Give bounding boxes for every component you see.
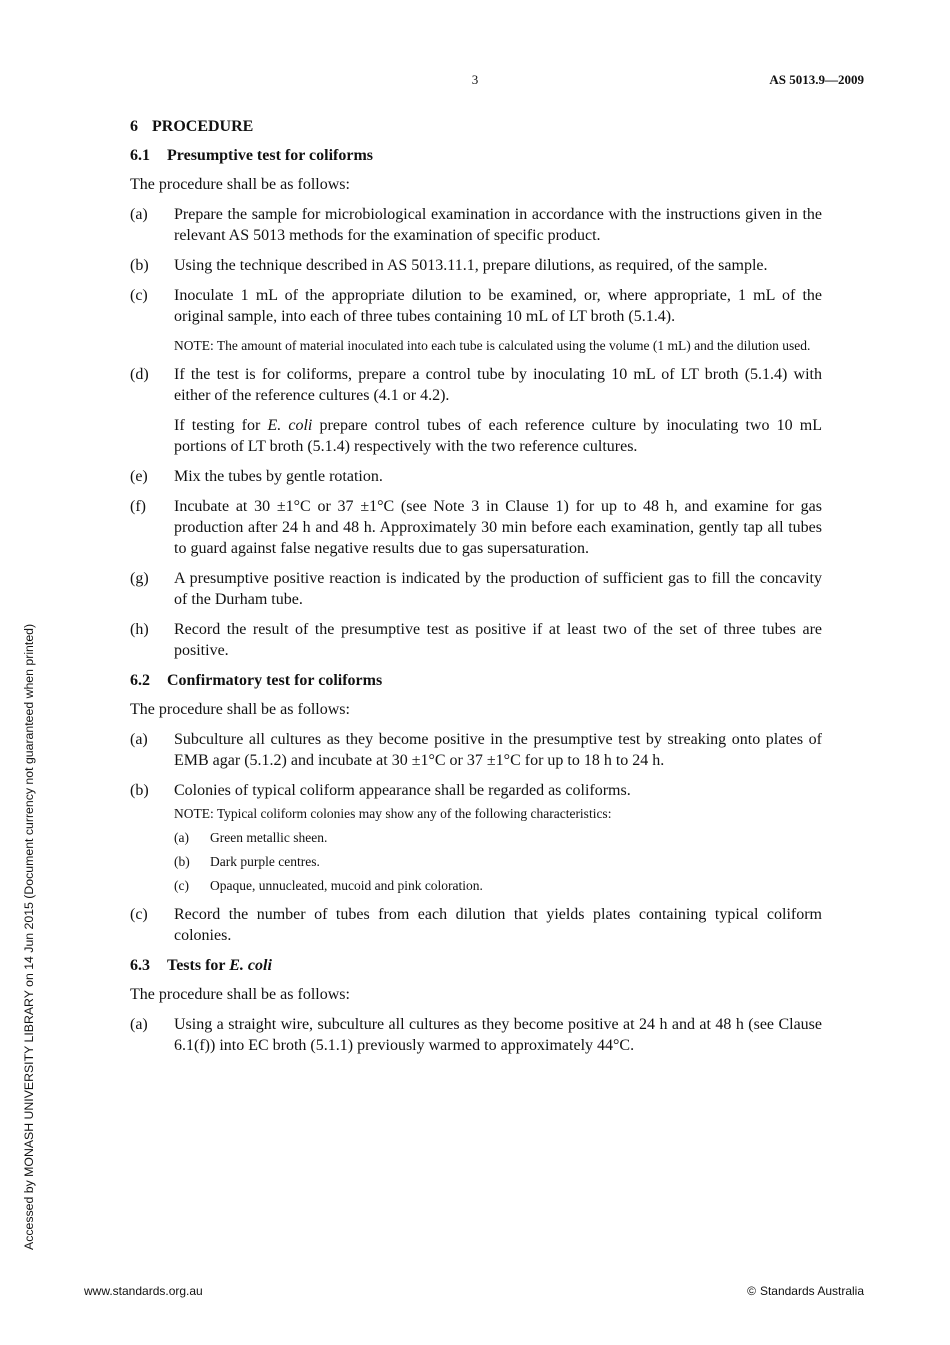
sub-item-text: Dark purple centres. (210, 854, 320, 869)
section-number: 6 (130, 118, 138, 135)
procedure-intro: The procedure shall be as follows: (130, 986, 350, 1003)
list-item (130, 904, 822, 946)
item-text: Subculture all cultures as they become positive in the presumptive test by streaking onto plates of EMB agar (5.1.2) and incubate at 30 ±1°C or 37 ±1°C for up to 18 h to 24 h. (174, 731, 822, 769)
subsection-6-2-heading (130, 670, 822, 691)
subsection-6-3-heading (130, 955, 822, 976)
item-label: (b) (130, 257, 149, 274)
item-label: (a) (130, 1016, 148, 1033)
item-text: Record the number of tubes from each dilution that yields plates containing typical coliform colonies. (174, 906, 822, 944)
page-number: 3 (471, 72, 479, 87)
sub-item-text: Opaque, unnucleated, mucoid and pink coloration. (210, 878, 483, 893)
item-text: Colonies of typical coliform appearance shall be regarded as coliforms. (174, 782, 631, 799)
sub-list-item (174, 828, 822, 847)
list-item (130, 619, 822, 661)
section-6-heading (130, 116, 822, 137)
note: NOTE: Typical coliform colonies may show any of the following characteristics: (174, 806, 612, 821)
item-label: (a) (130, 206, 148, 223)
item-label: (f) (130, 498, 146, 515)
list-item (130, 568, 822, 610)
list-item (130, 285, 822, 327)
organism-name: E. coli (229, 957, 272, 974)
subsection-number: 6.1 (130, 147, 150, 164)
sub-list-item (174, 876, 822, 895)
footer-website: www.standards.org.au (84, 1284, 203, 1298)
sub-item-label: (c) (174, 878, 189, 893)
item-text-secondary (174, 415, 822, 457)
text-segment: If testing for (174, 417, 268, 434)
item-label: (a) (130, 731, 148, 748)
item-label: (b) (130, 782, 149, 799)
item-text: Using the technique described in AS 5013.11.1, prepare dilutions, as required, of the sample. (174, 257, 768, 274)
item-label: (c) (130, 906, 148, 923)
copyright-icon: © (747, 1284, 756, 1298)
item-text: Prepare the sample for microbiological examination in accordance with the instructions given in the relevant AS 5013 methods for the examination of specific product. (174, 206, 822, 244)
sub-item-label: (a) (174, 830, 189, 845)
list-item (130, 204, 822, 246)
access-watermark: Accessed by MONASH UNIVERSITY LIBRARY on 14 Jun 2015 (Document currency not guaranteed when printed) (22, 623, 36, 1250)
footer-publisher (747, 1284, 864, 1298)
item-text: Inoculate 1 mL of the appropriate dilution to be examined, or, where appropriate, 1 mL of the original sample, into each of three tubes containing 10 mL of LT broth (5.1.4). (174, 287, 822, 325)
item-text: Incubate at 30 ±1°C or 37 ±1°C (see Note 3 in Clause 1) for up to 48 h, and examine for gas production after 24 h and 48 h. Approximately 30 min before each examination, gently tap all tubes to guard against false negative results due to gas supersaturation. (174, 498, 822, 557)
list-item (130, 255, 822, 276)
item-text: Mix the tubes by gentle rotation. (174, 468, 383, 485)
item-label: (e) (130, 468, 148, 485)
subsection-title: Confirmatory test for coliforms (167, 672, 383, 689)
sub-item-label: (b) (174, 854, 190, 869)
section-title: PROCEDURE (152, 118, 254, 135)
subsection-number: 6.2 (130, 672, 150, 689)
item-text: A presumptive positive reaction is indicated by the production of sufficient gas to fill the concavity of the Durham tube. (174, 570, 822, 608)
procedure-intro: The procedure shall be as follows: (130, 176, 350, 193)
list-item (130, 364, 822, 457)
list-item (130, 466, 822, 487)
publisher-name: Standards Australia (759, 1284, 864, 1298)
item-text: If the test is for coliforms, prepare a control tube by inoculating 10 mL of LT broth (5.1.4) with either of the reference cultures (4.1 or 4.2). (174, 366, 822, 404)
sub-item-text: Green metallic sheen. (210, 830, 328, 845)
list-item (130, 496, 822, 559)
note: NOTE: The amount of material inoculated into each tube is calculated using the volume (1 mL) and the dilution used. (174, 338, 811, 353)
list-item (130, 1014, 822, 1056)
subsection-title: Presumptive test for coliforms (167, 147, 374, 164)
list-item (130, 729, 822, 771)
standard-id: AS 5013.9—2009 (769, 72, 864, 87)
item-label: (g) (130, 570, 149, 587)
item-label: (h) (130, 621, 149, 638)
subsection-number: 6.3 (130, 957, 150, 974)
list-item (130, 780, 822, 895)
text-segment: prepare control tubes of each reference culture by inoculating two 10 mL portions of LT broth (5.1.4) respectively with the two reference cultures. (174, 417, 822, 455)
item-text-block (174, 364, 822, 457)
organism-name: E. coli (267, 417, 313, 434)
subsection-title: Tests for (167, 957, 230, 974)
item-text-block (174, 780, 822, 895)
item-text: Using a straight wire, subculture all cultures as they become positive at 24 h and at 48 h (see Clause 6.1(f)) into EC broth (5.1.1) previously warmed to approximately 44°C. (174, 1016, 822, 1054)
document-body (130, 116, 822, 1065)
item-label: (c) (130, 287, 148, 304)
procedure-intro: The procedure shall be as follows: (130, 701, 350, 718)
item-label: (d) (130, 366, 149, 383)
subsection-6-1-heading (130, 145, 822, 166)
sub-list-item (174, 852, 822, 871)
item-text: Record the result of the presumptive test as positive if at least two of the set of three tubes are positive. (174, 621, 822, 659)
